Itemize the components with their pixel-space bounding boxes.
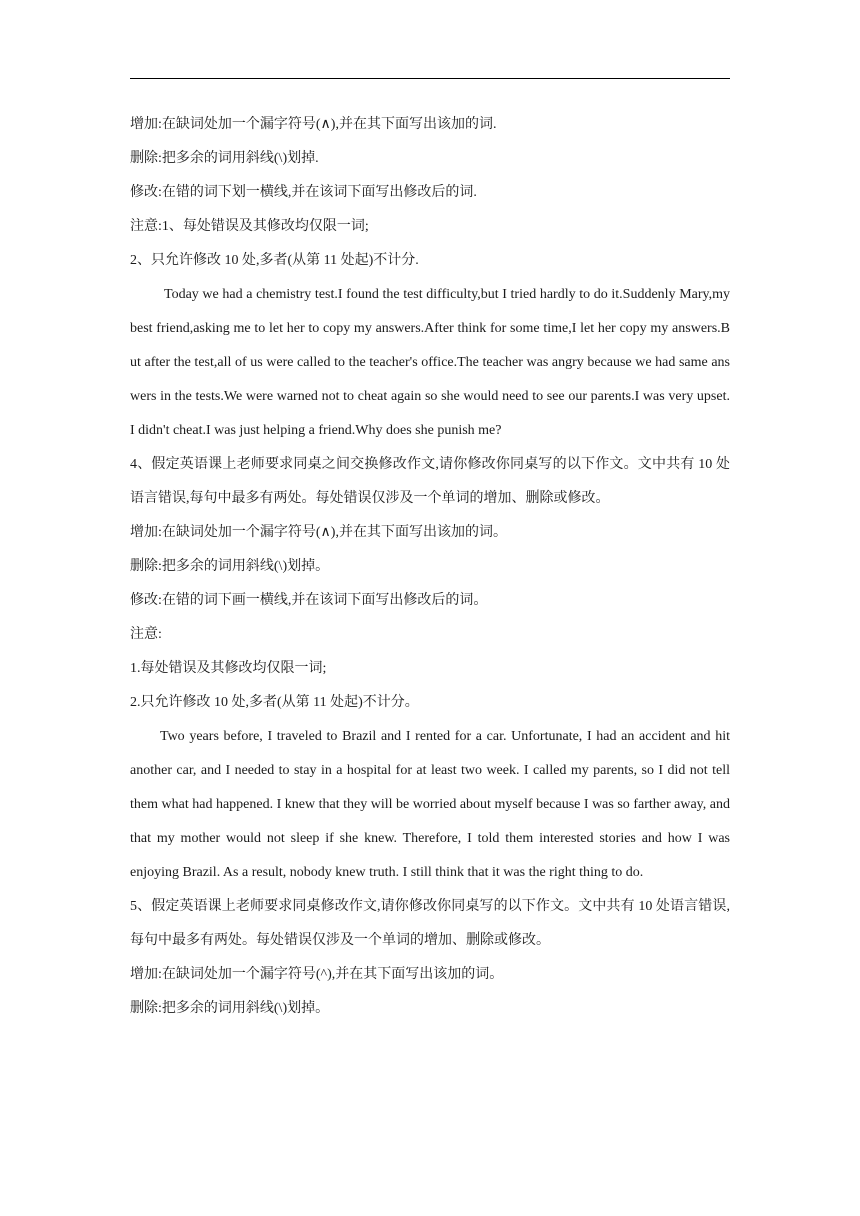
instruction-modify: 修改:在错的词下划一横线,并在该词下面写出修改后的词. [130,185,477,200]
note-1: 注意:1、每处错误及其修改均仅限一词; [130,219,369,234]
passage-brazil-trip: Two years before, I traveled to Brazil and I rented for a car. Unfortunate, I had an accident and hit another car, and I needed to stay in a hospital for at least two week. I called my parents, so I did not tell them what had happened. I knew that they will be worried about myself because I was so farther away, and that my mother would not sleep if she knew. Therefore, I told them interested stories and how I was enjoying Brazil. As a result, nobody knew truth. I still think that it was the right thing to do. [130,729,730,880]
q4-note-heading: 注意: [130,627,162,642]
q5-instruction-delete: 删除:把多余的词用斜线(\)划掉。 [130,1001,330,1016]
q4-note-1: 1.每处错误及其修改均仅限一词; [130,661,327,676]
q4-instruction-delete: 删除:把多余的词用斜线(\)划掉。 [130,559,330,574]
note-2: 2、只允许修改 10 处,多者(从第 11 处起)不计分. [130,253,419,268]
question-4-intro: 4、假定英语课上老师要求同桌之间交换修改作文,请你修改你同桌写的以下作文。文中共有 10 处语言错误,每句中最多有两处。每处错误仅涉及一个单词的增加、删除或修改。 [130,457,730,506]
q4-instruction-modify: 修改:在错的词下画一横线,并在该词下面写出修改后的词。 [130,593,488,608]
q5-instruction-add: 增加:在缺词处加一个漏字符号(^),并在其下面写出该加的词。 [130,967,504,982]
instruction-add: 增加:在缺词处加一个漏字符号(∧),并在其下面写出该加的词. [130,117,497,132]
instruction-delete: 删除:把多余的词用斜线(\)划掉. [130,151,319,166]
q4-instruction-add: 增加:在缺词处加一个漏字符号(∧),并在其下面写出该加的词。 [130,525,507,540]
question-5-intro: 5、假定英语课上老师要求同桌修改作文,请你修改你同桌写的以下作文。文中共有 10 处语言错误,每句中最多有两处。每处错误仅涉及一个单词的增加、删除或修改。 [130,899,730,948]
header-rule [130,78,730,79]
passage-chemistry-test: Today we had a chemistry test.I found the test difficulty,but I tried hardly to do it.Suddenly Mary,my best friend,asking me to let her to copy my answers.After think for some time,I let her copy my answers.But after the test,all of us were called to the teacher's office.The teacher was angry because we had same answers in the tests.We were warned not to cheat again so she would need to see our parents.I was very upset.I didn't cheat.I was just helping a friend.Why does she punish me? [130,287,730,438]
document-body [130,108,730,1026]
q4-note-2: 2.只允许修改 10 处,多者(从第 11 处起)不计分。 [130,695,419,710]
